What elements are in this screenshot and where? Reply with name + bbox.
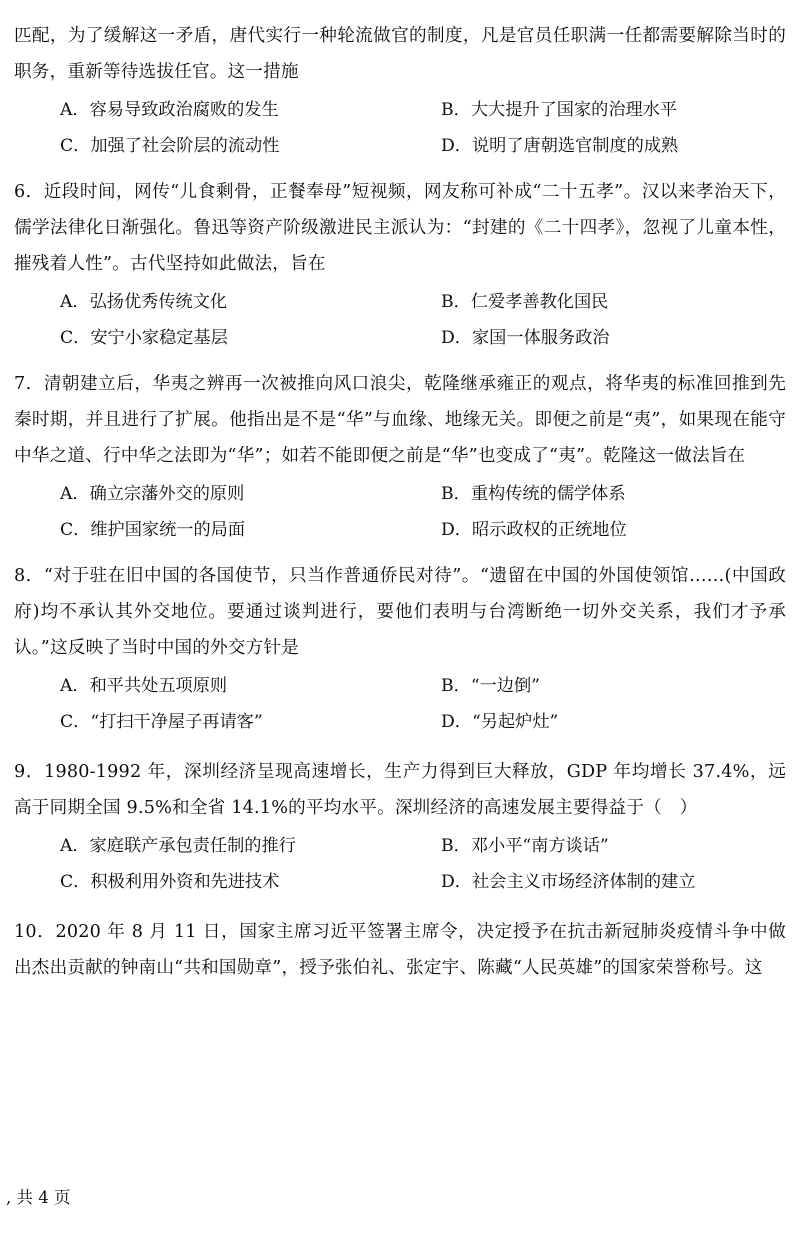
question-block-q7 — [14, 366, 786, 548]
option-c[interactable]: C．安宁小家稳定基层 — [60, 328, 228, 348]
option-a[interactable]: A．确立宗藩外交的原则 — [60, 484, 245, 504]
option-c[interactable]: C．维护国家统一的局面 — [60, 520, 246, 540]
option-b[interactable]: B．重构传统的儒学体系 — [441, 484, 626, 504]
page-content — [14, 18, 786, 990]
option-list — [14, 284, 786, 356]
option-list — [14, 828, 786, 900]
block-spacer — [14, 744, 786, 754]
question-block-q5-continuation — [14, 18, 786, 164]
option-c[interactable]: C．加强了社会阶层的流动性 — [60, 136, 280, 156]
question-text: 10．2020 年 8 月 11 日，国家主席习近平签署主席令，决定授予在抗击新冠肺炎疫情斗争中做出杰出贡献的钟南山“共和国勋章”，授予张伯礼、张定宇、陈藏“人民英雄”的国家荣誉称号。这 — [14, 922, 786, 978]
question-block-q6 — [14, 174, 786, 356]
question-text: 7．清朝建立后，华夷之辨再一次被推向风口浪尖，乾隆继承雍正的观点，将华夷的标准回推到先秦时期，并且进行了扩展。他指出是不是“华”与血缘、地缘无关。即便之前是“夷”，如果现在能守中华之道、行中华之法即为“华”；如若不能即便之前是“华”也变成了“夷”。乾隆这一做法旨在 — [14, 374, 786, 466]
question-block-q9 — [14, 754, 786, 900]
page-footer — [6, 1184, 786, 1212]
option-d[interactable]: D．家国一体服务政治 — [441, 328, 610, 348]
option-list — [14, 92, 786, 164]
option-d[interactable]: D．说明了唐朝选官制度的成熟 — [441, 136, 679, 156]
question-text: 6．近段时间，网传“儿食剩骨，正餐奉母”短视频，网友称可补成“二十五孝”。汉以来孝治天下，儒学法律化日渐强化。鲁迅等资产阶级激进民主派认为：“封建的《二十四孝》，忽视了儿童本性，摧残着人性”。古代坚持如此做法，旨在 — [14, 182, 786, 274]
page-count-label: , 共 4 页 — [6, 1188, 71, 1207]
option-b[interactable]: B．大大提升了国家的治理水平 — [441, 100, 678, 120]
option-a[interactable]: A．弘扬优秀传统文化 — [60, 292, 228, 312]
option-b[interactable]: B．邓小平“南方谈话” — [441, 836, 609, 856]
option-b[interactable]: B．“一边倒” — [441, 676, 540, 696]
option-a[interactable]: A．容易导致政治腐败的发生 — [60, 100, 279, 120]
option-list — [14, 476, 786, 548]
question-block-q8 — [14, 558, 786, 740]
question-block-q10 — [14, 914, 786, 986]
option-list — [14, 668, 786, 740]
question-text: 匹配，为了缓解这一矛盾，唐代实行一种轮流做官的制度，凡是官员任职满一任都需要解除当时的职务，重新等待选拔任官。这一措施 — [14, 26, 786, 82]
option-d[interactable]: D．社会主义市场经济体制的建立 — [441, 872, 696, 892]
option-c[interactable]: C．“打扫干净屋子再请客” — [60, 712, 263, 732]
option-d[interactable]: D．昭示政权的正统地位 — [441, 520, 627, 540]
option-d[interactable]: D．“另起炉灶” — [441, 712, 559, 732]
question-text: 9．1980-1992 年，深圳经济呈现高速增长，生产力得到巨大释放，GDP 年均增长 37.4%，远高于同期全国 9.5%和全省 14.1%的平均水平。深圳经济的高速发展主要得益于（ ） — [14, 762, 786, 818]
option-a[interactable]: A．家庭联产承包责任制的推行 — [60, 836, 296, 856]
option-c[interactable]: C．积极利用外资和先进技术 — [60, 872, 280, 892]
block-spacer — [14, 904, 786, 914]
option-a[interactable]: A．和平共处五项原则 — [60, 676, 228, 696]
question-text: 8．“对于驻在旧中国的各国使节，只当作普通侨民对待”。“遗留在中国的外国使领馆……(中国政府)均不承认其外交地位。要通过谈判进行，要他们表明与台湾断绝一切外交关系，我们才予承认。”这反映了当时中国的外交方针是 — [14, 566, 786, 658]
option-b[interactable]: B．仁爱孝善教化国民 — [441, 292, 609, 312]
